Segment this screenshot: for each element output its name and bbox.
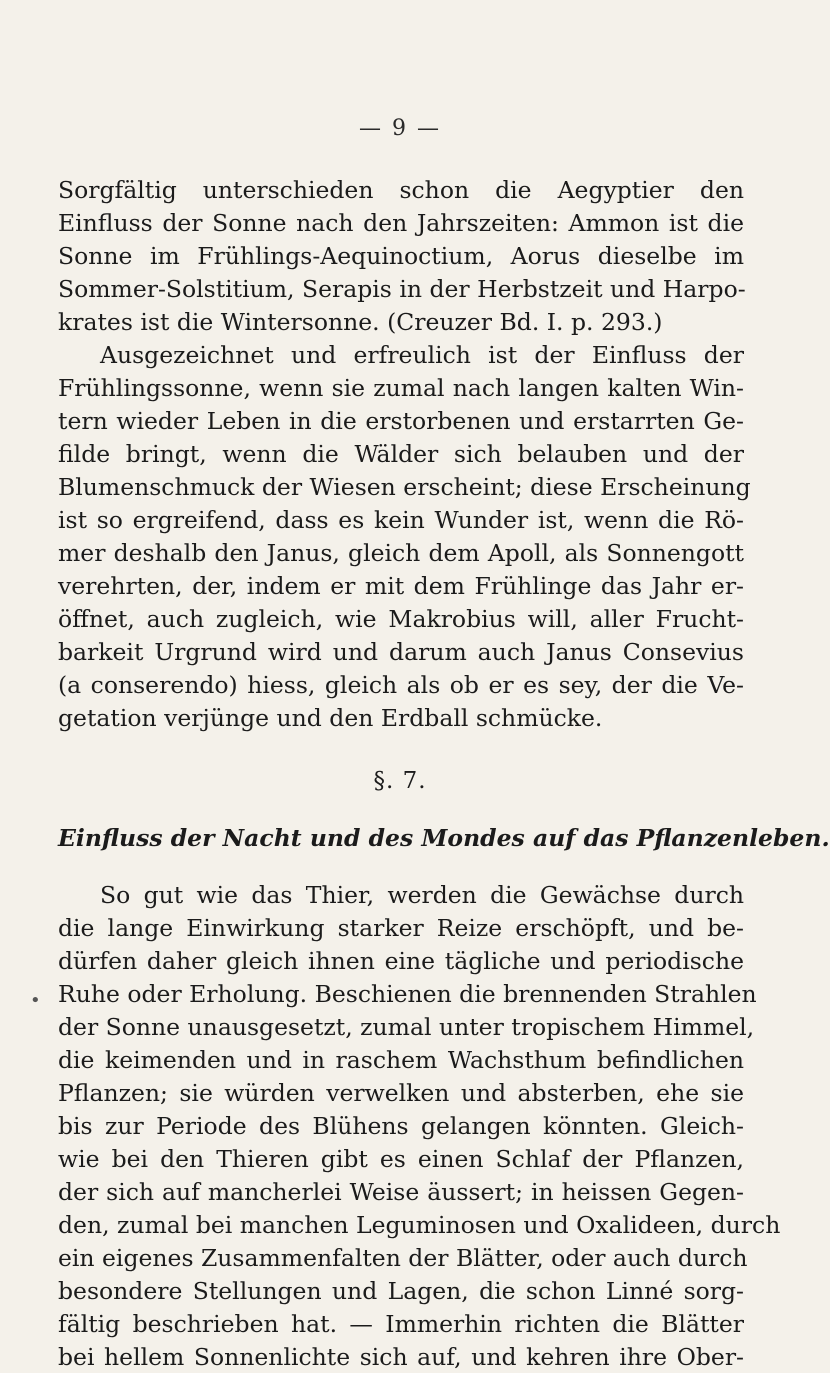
text-line: krates ist die Wintersonne. (Creuzer Bd. I. p. 293.): [58, 308, 663, 336]
text-line: Frühlingssonne, wenn sie zumal nach langen kalten Win-: [58, 374, 744, 402]
text-line: Blumenschmuck der Wiesen erscheint; diese Erscheinung: [58, 473, 751, 501]
text-line: Sommer-Solstitium, Serapis in der Herbstzeit und Harpo-: [58, 275, 746, 303]
text-line: Ausgezeichnet und erfreulich ist der Einfluss der: [100, 341, 744, 369]
section-title: Einfluss der Nacht und des Mondes auf das Pflanzenleben.: [58, 824, 830, 852]
text-line: die lange Einwirkung starker Reize erschöpft, und be-: [58, 914, 744, 942]
text-line: bei hellem Sonnenlichte sich auf, und kehren ihre Ober-: [58, 1343, 744, 1371]
text-line: dürfen daher gleich ihnen eine tägliche und periodische: [58, 947, 744, 975]
text-line: besondere Stellungen und Lagen, die schon Linné sorg-: [58, 1277, 744, 1305]
text-line: ist so ergreifend, dass es kein Wunder ist, wenn die Rö-: [58, 506, 744, 534]
text-line: den, zumal bei manchen Leguminosen und Oxalideen, durch: [58, 1211, 781, 1239]
text-line: Ruhe oder Erholung. Beschienen die brennenden Strahlen: [58, 980, 757, 1008]
text-line: die keimenden und in raschem Wachsthum befindlichen: [58, 1046, 744, 1074]
text-line: bis zur Periode des Blühens gelangen könnten. Gleich-: [58, 1112, 744, 1140]
text-line: öffnet, auch zugleich, wie Makrobius will, aller Frucht-: [58, 605, 744, 633]
text-line: tern wieder Leben in die erstorbenen und erstarrten Ge-: [58, 407, 744, 435]
text-line: ein eigenes Zusammenfalten der Blätter, oder auch durch: [58, 1244, 748, 1272]
text-line: barkeit Urgrund wird und darum auch Janus Consevius: [58, 638, 744, 666]
text-line: (a conserendo) hiess, gleich als ob er es sey, der die Ve-: [58, 671, 744, 699]
text-line: verehrten, der, indem er mit dem Frühlinge das Jahr er-: [58, 572, 744, 600]
margin-mark: •: [30, 990, 41, 1011]
text-line: So gut wie das Thier, werden die Gewächse durch: [100, 881, 744, 909]
text-line: Pflanzen; sie würden verwelken und absterben, ehe sie: [58, 1079, 744, 1107]
text-line: Einfluss der Sonne nach den Jahrszeiten: Ammon ist die: [58, 209, 744, 237]
text-line: der Sonne unausgesetzt, zumal unter tropischem Himmel,: [58, 1013, 755, 1041]
text-line: getation verjünge und den Erdball schmücke.: [58, 704, 603, 732]
text-line: Sorgfältig unterschieden schon die Aegyptier den: [58, 176, 744, 204]
text-line: filde bringt, wenn die Wälder sich belauben und der: [58, 440, 744, 468]
section-number: §. 7.: [373, 768, 427, 794]
text-line: Sonne im Frühlings-Aequinoctium, Aorus dieselbe im: [58, 242, 744, 270]
text-line: der sich auf mancherlei Weise äussert; in heissen Gegen-: [58, 1178, 744, 1206]
text-line: mer deshalb den Janus, gleich dem Apoll, als Sonnengott: [58, 539, 744, 567]
text-line: fältig beschrieben hat. — Immerhin richten die Blätter: [58, 1310, 744, 1338]
text-line: wie bei den Thieren gibt es einen Schlaf der Pflanzen,: [58, 1145, 744, 1173]
page-number: — 9 —: [359, 116, 441, 141]
